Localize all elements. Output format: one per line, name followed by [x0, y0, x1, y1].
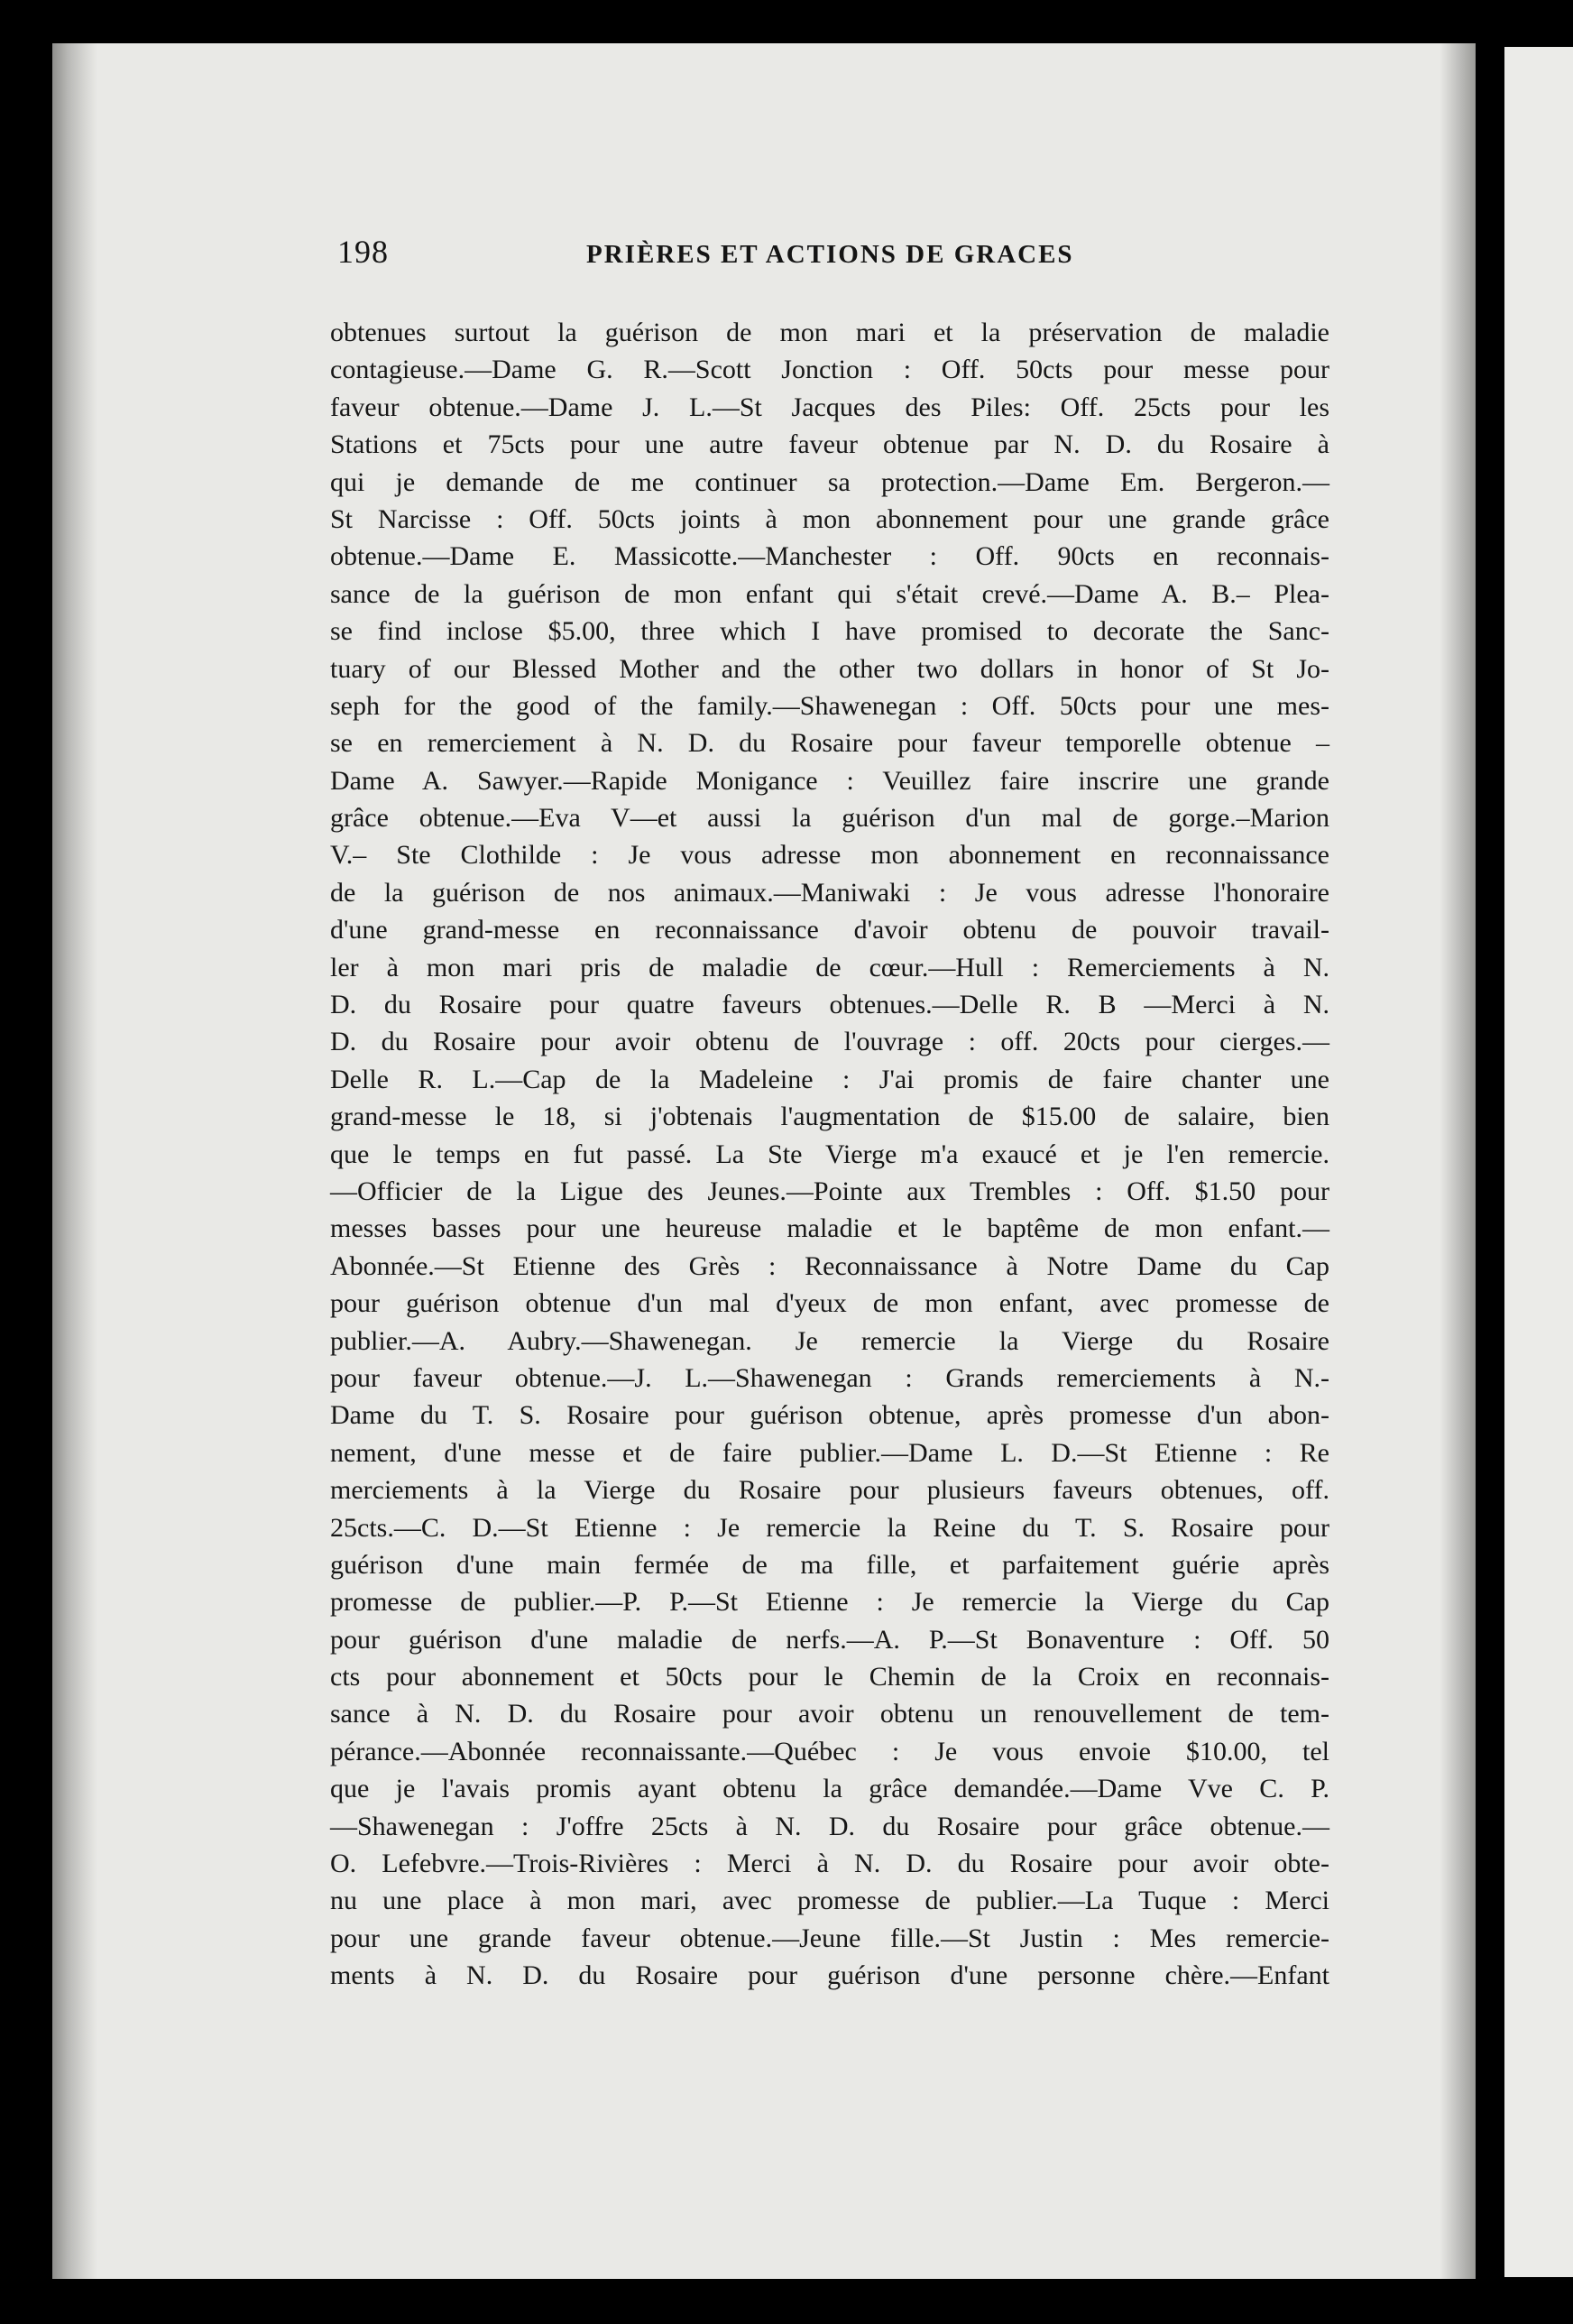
text-line: grand-messe le 18, si j'obtenais l'augmentation de $15.00 de salaire, bien [330, 1102, 1329, 1132]
page-header [337, 233, 1338, 278]
running-title: PRIÈRES ET ACTIONS DE GRACES [586, 240, 1074, 269]
text-line: Delle R. L.—Cap de la Madeleine : J'ai promis de faire chanter une [330, 1064, 1329, 1094]
text-line: contagieuse.—Dame G. R.—Scott Jonction : Off. 50cts pour messe pour [330, 355, 1329, 385]
text-line: 25cts.—C. D.—St Etienne : Je remercie la Reine du T. S. Rosaire pour [330, 1512, 1329, 1543]
text-line: merciements à la Vierge du Rosaire pour plusieurs faveurs obtenues, off. [330, 1475, 1329, 1506]
page-number: 198 [337, 234, 389, 270]
text-line: messes basses pour une heureuse maladie et le baptême de mon enfant.— [330, 1213, 1329, 1244]
text-line: tuary of our Blessed Mother and the other two dollars in honor of St Jo- [330, 653, 1329, 684]
body-text [330, 314, 1329, 1995]
text-line: nu une place à mon mari, avec promesse de publier.—La Tuque : Merci [330, 1886, 1329, 1916]
text-line: pour guérison d'une maladie de nerfs.—A. P.—St Bonaventure : Off. 50 [330, 1624, 1329, 1655]
text-line: seph for the good of the family.—Shawenegan : Off. 50cts pour une mes- [330, 690, 1329, 721]
text-line: pour une grande faveur obtenue.—Jeune fille.—St Justin : Mes remercie- [330, 1923, 1329, 1953]
text-line: ler à mon mari pris de maladie de cœur.—Hull : Remerciements à N. [330, 952, 1329, 982]
text-line: —Shawenegan : J'offre 25cts à N. D. du Rosaire pour grâce obtenue.— [330, 1811, 1329, 1841]
text-line: que je l'avais promis ayant obtenu la grâce demandée.—Dame Vve C. P. [330, 1774, 1329, 1804]
text-line: que le temps en fut passé. La Ste Vierge m'a exaucé et je l'en remercie. [330, 1139, 1329, 1169]
text-line: d'une grand-messe en reconnaissance d'avoir obtenu de pouvoir travail- [330, 915, 1329, 945]
text-line: ments à N. D. du Rosaire pour guérison d'une personne chère.—Enfant [330, 1960, 1329, 1991]
text-line: O. Lefebvre.—Trois-Rivières : Merci à N. D. du Rosaire pour avoir obte- [330, 1849, 1329, 1879]
text-line: pour faveur obtenue.—J. L.—Shawenegan : Grands remerciements à N.- [330, 1362, 1329, 1393]
text-line: promesse de publier.—P. P.—St Etienne : Je remercie la Vierge du Cap [330, 1587, 1329, 1618]
text-line: se en remerciement à N. D. du Rosaire pour faveur temporelle obtenue – [330, 728, 1329, 759]
text-line: St Narcisse : Off. 50cts joints à mon abonnement pour une grande grâce [330, 503, 1329, 534]
page-stack-edge [52, 43, 97, 2279]
binding-shadow [1440, 43, 1476, 2279]
text-line: de la guérison de nos animaux.—Maniwaki : Je vous adresse l'honoraire [330, 877, 1329, 908]
text-line: se find inclose $5.00, three which I have promised to decorate the Sanc- [330, 616, 1329, 647]
text-line: D. du Rosaire pour quatre faveurs obtenues.—Delle R. B —Merci à N. [330, 990, 1329, 1020]
text-line: cts pour abonnement et 50cts pour le Chemin de la Croix en reconnais- [330, 1662, 1329, 1692]
text-line: —Officier de la Ligue des Jeunes.—Pointe aux Trembles : Off. $1.50 pour [330, 1176, 1329, 1206]
text-line: grâce obtenue.—Eva V—et aussi la guérison d'un mal de gorge.–Marion [330, 803, 1329, 834]
text-line: Stations et 75cts pour une autre faveur obtenue par N. D. du Rosaire à [330, 429, 1329, 460]
text-line: faveur obtenue.—Dame J. L.—St Jacques des Piles: Off. 25cts pour les [330, 392, 1329, 422]
text-line: sance à N. D. du Rosaire pour avoir obtenu un renouvellement de tem- [330, 1699, 1329, 1729]
text-line: Abonnée.—St Etienne des Grès : Reconnaissance à Notre Dame du Cap [330, 1250, 1329, 1281]
text-line: publier.—A. Aubry.—Shawenegan. Je remercie la Vierge du Rosaire [330, 1325, 1329, 1356]
facing-page-edge [1504, 47, 1573, 2277]
text-line: Dame du T. S. Rosaire pour guérison obtenue, après promesse d'un abon- [330, 1400, 1329, 1431]
text-line: pour guérison obtenue d'un mal d'yeux de mon enfant, avec promesse de [330, 1288, 1329, 1319]
text-line: D. du Rosaire pour avoir obtenu de l'ouvrage : off. 20cts pour cierges.— [330, 1027, 1329, 1057]
text-line: sance de la guérison de mon enfant qui s'était crevé.—Dame A. B.– Plea- [330, 578, 1329, 609]
text-line: nement, d'une messe et de faire publier.—Dame L. D.—St Etienne : Re [330, 1437, 1329, 1468]
text-line: guérison d'une main fermée de ma fille, et parfaitement guérie après [330, 1549, 1329, 1580]
text-line: obtenue.—Dame E. Massicotte.—Manchester : Off. 90cts en reconnais- [330, 541, 1329, 572]
text-line: obtenues surtout la guérison de mon mari et la préservation de maladie [330, 318, 1329, 347]
text-line: V.– Ste Clothilde : Je vous adresse mon abonnement en reconnaissance [330, 840, 1329, 871]
text-line: Dame A. Sawyer.—Rapide Monigance : Veuillez faire inscrire une grande [330, 765, 1329, 796]
text-line: qui je demande de me continuer sa protection.—Dame Em. Bergeron.— [330, 466, 1329, 497]
text-line: pérance.—Abonnée reconnaissante.—Québec : Je vous envoie $10.00, tel [330, 1736, 1329, 1766]
